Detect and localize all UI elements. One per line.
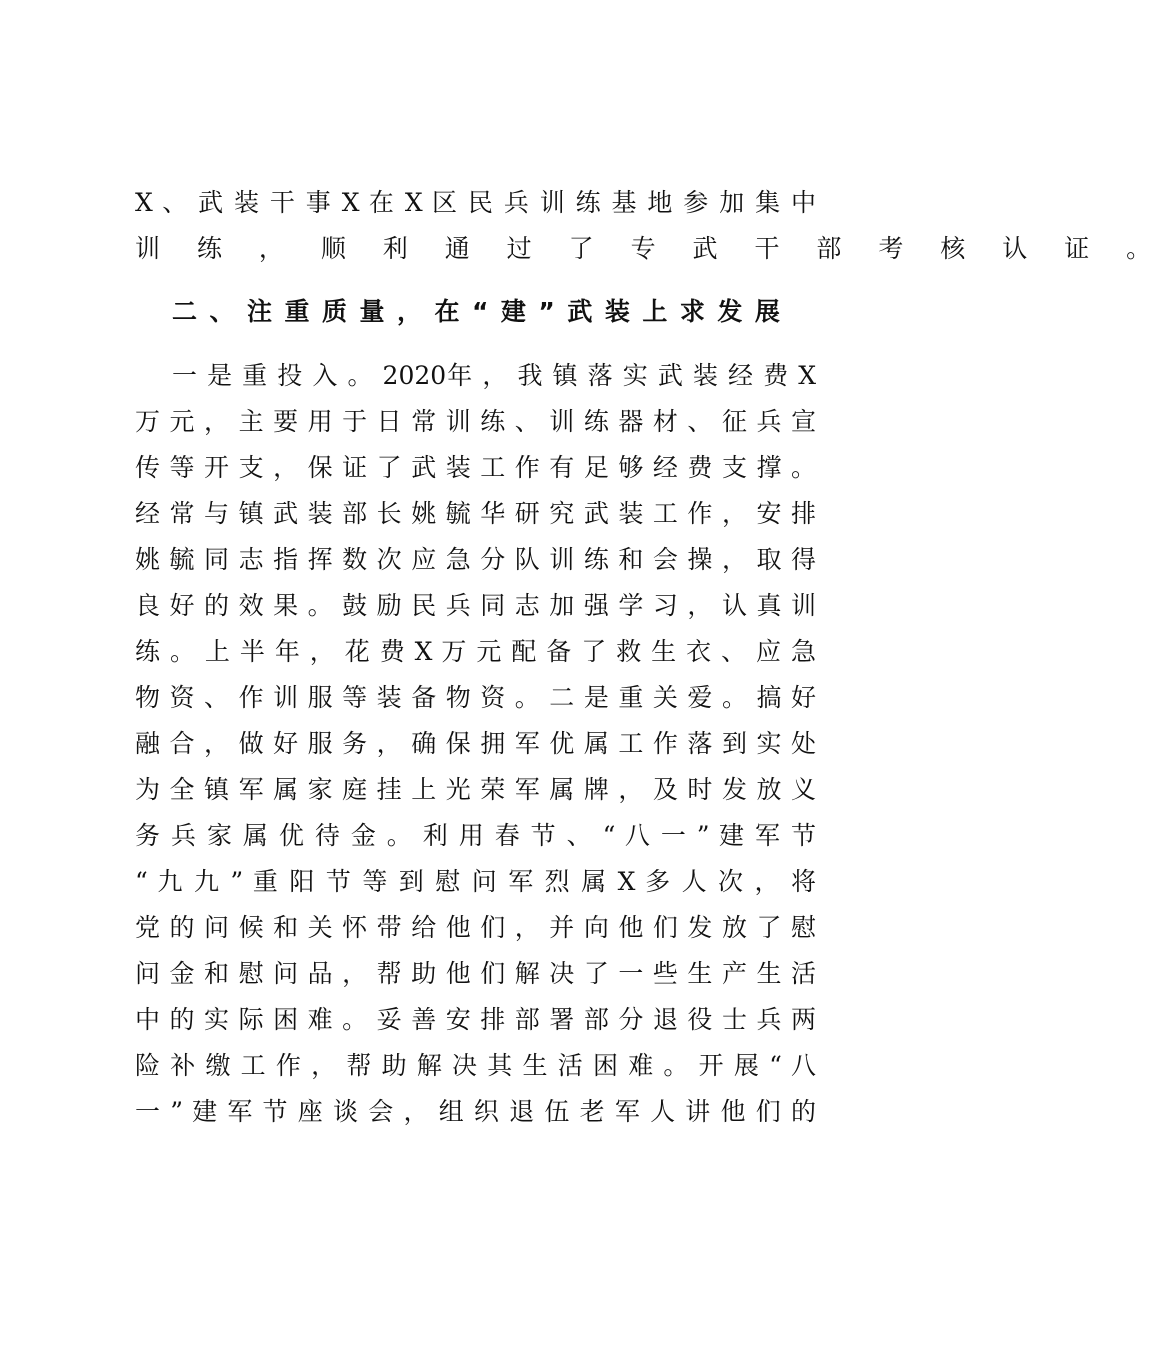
body-line-9: 融 合 ， 做 好 服 务 ， 确 保 拥 军 优 属 工 作 落 到 实 处 — [135, 729, 816, 758]
body-line-16: 险 补 缴 工 作 ， 帮 助 解 决 其 生 活 困 难 。 开 展 “ 八 — [135, 1051, 816, 1080]
body-line-13: 党 的 问 候 和 关 怀 带 给 他 们 ， 并 向 他 们 发 放 了 慰 — [135, 913, 816, 942]
body-line-7: 练 。 上 半 年 ， 花 费 X 万 元 配 备 了 救 生 衣 、 应 急 — [135, 637, 816, 666]
body-line-11: 务 兵 家 属 优 待 金 。 利 用 春 节 、 “ 八 一 ” 建 军 节 — [135, 821, 816, 850]
body-line-5: 姚 毓 同 志 指 挥 数 次 应 急 分 队 训 练 和 会 操 ， 取 得 — [135, 545, 816, 574]
body-line-4: 经 常 与 镇 武 装 部 长 姚 毓 华 研 究 武 装 工 作 ， 安 排 — [135, 499, 816, 528]
body-line-1: 一 是 重 投 入 。 2020年 ， 我 镇 落 实 武 装 经 费 X — [172, 361, 816, 390]
body-line-14: 问 金 和 慰 问 品 ， 帮 助 他 们 解 决 了 一 些 生 产 生 活 — [135, 959, 816, 988]
body-line-10: 为 全 镇 军 属 家 庭 挂 上 光 荣 军 属 牌 ， 及 时 发 放 义 — [135, 775, 816, 804]
section-heading: 二、注重质量，在“建”武装上求发展 — [172, 297, 793, 326]
intro-line-1: X 、 武 装 干 事 X 在 X 区 民 兵 训 练 基 地 参 加 集 中 — [135, 188, 816, 217]
body-line-15: 中 的 实 际 困 难 。 妥 善 安 排 部 署 部 分 退 役 士 兵 两 — [135, 1005, 816, 1034]
body-line-6: 良 好 的 效 果 。 鼓 励 民 兵 同 志 加 强 学 习 ， 认 真 训 — [135, 591, 816, 620]
body-line-17: 一 ” 建 军 节 座 谈 会 ， 组 织 退 伍 老 军 人 讲 他 们 的 — [135, 1097, 816, 1126]
body-line-2: 万 元 ， 主 要 用 于 日 常 训 练 、 训 练 器 材 、 征 兵 宣 — [135, 407, 816, 436]
body-line-3: 传 等 开 支 ， 保 证 了 武 装 工 作 有 足 够 经 费 支 撑 。 — [135, 453, 816, 482]
intro-line-2: 训 练 ， 顺 利 通 过 了 专 武 干 部 考 核 认 证 。 — [135, 234, 1166, 263]
body-line-8: 物 资 、 作 训 服 等 装 备 物 资 。 二 是 重 关 爱 。 搞 好 — [135, 683, 816, 712]
body-line-12: “ 九 九 ” 重 阳 节 等 到 慰 问 军 烈 属 X 多 人 次 ， 将 — [135, 867, 816, 896]
